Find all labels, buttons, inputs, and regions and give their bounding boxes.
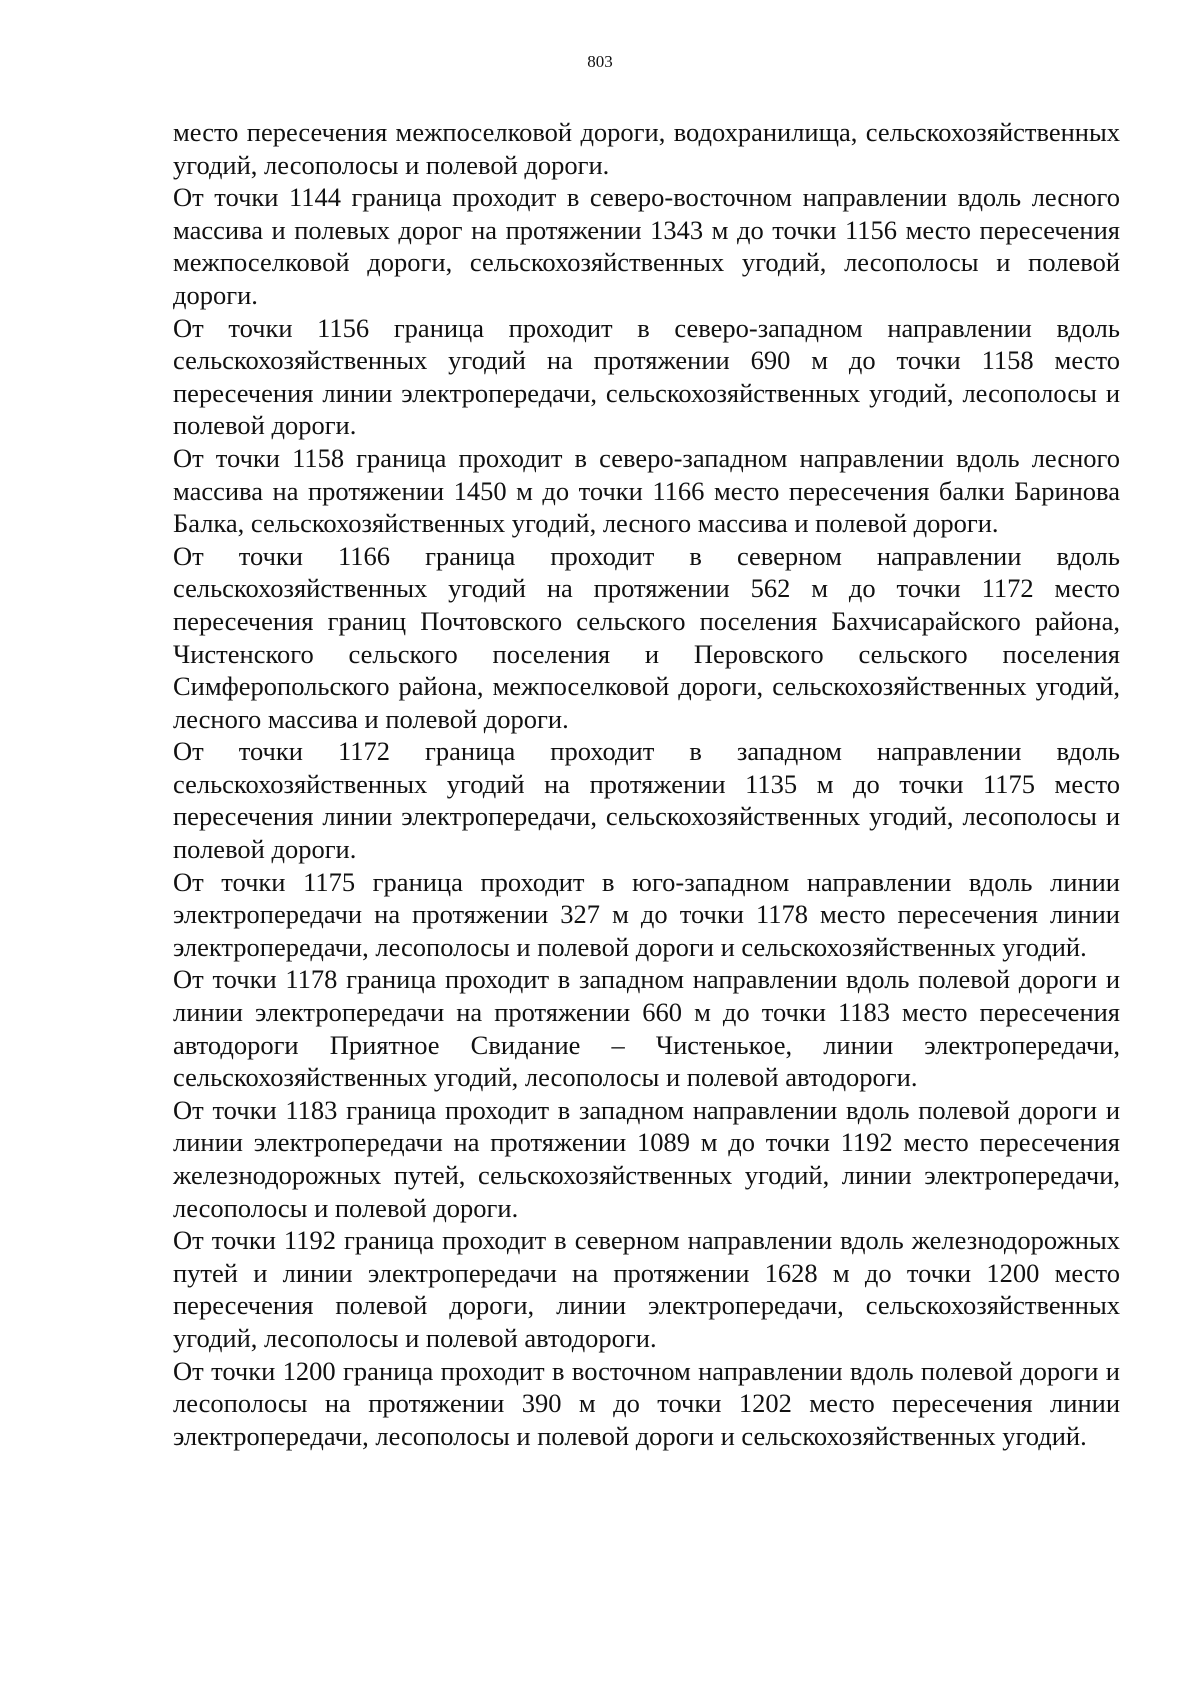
page-number: 803 <box>587 52 613 71</box>
paragraph: От точки 1172 граница проходит в западном направлении вдоль сельскохозяйственных угодий на протяжении 1135 м до точки 1175 место пересечения линии электропередачи, сельскохозяйственных угодий, лесополосы и полевой дороги. <box>173 736 1120 865</box>
paragraph: место пересечения межпоселковой дороги, водохранилища, сельскохозяйственных угодий, лесополосы и полевой дороги. <box>173 117 1120 180</box>
paragraph: От точки 1178 граница проходит в западном направлении вдоль полевой дороги и линии электропередачи на протяжении 660 м до точки 1183 место пересечения автодороги Приятное Свидание – Чистенькое, линии электропередачи, сельскохозяйственных угодий, лесополосы и полевой автодороги. <box>173 964 1120 1093</box>
paragraph: От точки 1175 граница проходит в юго-западном направлении вдоль линии электропередачи на протяжении 327 м до точки 1178 место пересечения линии электропередачи, лесополосы и полевой дороги и сельскохозяйственных угодий. <box>173 866 1120 962</box>
document-body <box>173 116 1120 1452</box>
paragraph: От точки 1192 граница проходит в северном направлении вдоль железнодорожных путей и линии электропередачи на протяжении 1628 м до точки 1200 место пересечения полевой дороги, линии электропередачи, сельскохозяйственных угодий, лесополосы и полевой автодороги. <box>173 1225 1120 1353</box>
paragraph: От точки 1156 граница проходит в северо-западном направлении вдоль сельскохозяйственных угодий на протяжении 690 м до точки 1158 место пересечения линии электропередачи, сельскохозяйственных угодий, лесополосы и полевой дороги. <box>173 312 1120 441</box>
paragraph: От точки 1200 граница проходит в восточном направлении вдоль полевой дороги и лесополосы на протяжении 390 м до точки 1202 место пересечения линии электропередачи, лесополосы и полевой дороги и сельскохозяйственных угодий. <box>173 1355 1120 1451</box>
paragraph: От точки 1144 граница проходит в северо-восточном направлении вдоль лесного массива и полевых дорог на протяжении 1343 м до точки 1156 место пересечения межпоселковой дороги, сельскохозяйственных угодий, лесополосы и полевой дороги. <box>173 182 1120 310</box>
paragraph: От точки 1166 граница проходит в северном направлении вдоль сельскохозяйственных угодий на протяжении 562 м до точки 1172 место пересечения границ Почтовского сельского поселения Бахчисарайского района, Чистенского сельского поселения и Перовского сельского поселения Симферопольского района, межпоселковой дороги, сельскохозяйственных угодий, лесного массива и полевой дороги. <box>173 540 1120 734</box>
paragraph: От точки 1183 граница проходит в западном направлении вдоль полевой дороги и линии электропередачи на протяжении 1089 м до точки 1192 место пересечения железнодорожных путей, сельскохозяйственных угодий, линии электропередачи, лесополосы и полевой дороги. <box>173 1094 1120 1223</box>
paragraph: От точки 1158 граница проходит в северо-западном направлении вдоль лесного массива на протяжении 1450 м до точки 1166 место пересечения балки Баринова Балка, сельскохозяйственных угодий, лесного массива и полевой дороги. <box>173 442 1120 539</box>
